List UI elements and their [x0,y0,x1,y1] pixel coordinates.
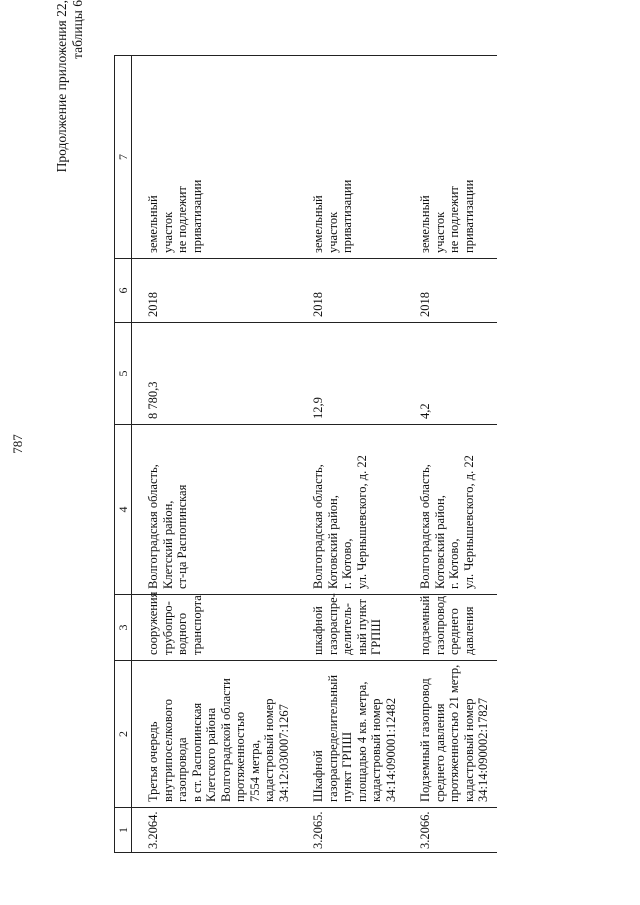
cell-address-line: ст-ца Распопинская [175,484,189,589]
cell-note-line: земельный [146,195,160,253]
cell-address [132,425,298,595]
cell-object-name-line: внутрипоселкового [160,699,175,802]
cell-number: 3.2064. [132,808,298,853]
cell-address-line: Котовский район, [325,495,340,589]
cell-object-name-line: 34:12:030007:1267 [276,704,291,802]
column-header: 4 [115,425,132,595]
continuation-line: Продолжение приложения 22, [54,0,69,173]
cell-object-type-line: транспорта [189,595,204,655]
cell-value: 8 780,3 [132,323,298,425]
cell-note-line: не подлежит [447,186,461,253]
cell-object-name [297,661,404,808]
cell-object-type-line: ГРПШ [369,619,383,655]
cell-object-name-line: кадастровый номер [262,698,276,802]
cell-object-type-line: среднего [447,608,461,655]
cell-address-line: ул. Чернышевского, д. 22 [354,455,369,589]
cell-address [404,425,497,595]
continuation-note [54,0,86,200]
table-row [297,56,404,853]
cell-object-name-line: среднего давления [432,703,447,802]
cell-note-line: земельный [311,195,325,253]
cell-object-name-line: Третья очередь [146,721,160,802]
cell-object-name-line: кадастровый номер [461,698,476,802]
cell-object-type [297,595,404,661]
table-body [132,56,497,853]
cell-object-name-line: газопровода [175,737,189,802]
cell-note-line: приватизации [340,179,354,253]
cell-number: 3.2066. [404,808,497,853]
cell-object-type-line: сооружения [146,591,160,655]
cell-address-line: Клетский район, [160,500,175,589]
cell-object-type [132,591,298,661]
cell-note-line: не подлежит [175,186,189,253]
cell-address-line: Волгоградская область, [146,464,160,589]
cell-value: 4,2 [404,323,497,425]
cell-address-line: ул. Чернышевского, д. 22 [461,455,476,589]
table-row [404,56,497,853]
cell-address-line: Волгоградская область, [418,464,432,589]
cell-address-line: Волгоградская область, [311,464,325,589]
cell-object-name-line: протяженностью [233,711,247,802]
cell-object-name-line: 34:14:090001:12482 [383,697,398,802]
cell-object-type-line: газопровод [432,595,447,655]
column-header: 2 [115,661,132,808]
cell-value: 12,9 [297,323,404,425]
cell-number: 3.2065. [297,808,404,853]
cell-year: 2018 [297,259,404,323]
cell-year: 2018 [404,259,497,323]
cell-note-line: участок [160,211,175,253]
column-header: 7 [115,56,132,259]
cell-object-name-line: Клетского района [204,707,218,802]
cell-object-name-line: 7554 метра, [247,739,262,802]
cell-object-type-line: водного [175,612,189,655]
cell-object-name [132,661,298,808]
cell-object-name-line: площадью 4 кв. метра, [354,681,369,802]
column-header: 5 [115,323,132,425]
column-header: 1 [115,808,132,853]
cell-address [297,425,404,595]
cell-object-name-line: 34:14:090002:17827 [476,697,490,802]
cell-object-type-line: подземный [418,595,432,655]
cell-address-line: г. Котово, [447,538,461,589]
cell-object-name-line: Волгоградской области [218,678,233,802]
cell-object-type-line: делитель- [340,603,354,655]
cell-object-name-line: в ст. Распопинская [189,702,204,802]
cell-note-line: земельный [418,195,432,253]
cell-address-line: Котовский район, [432,495,447,589]
cell-note-line: участок [325,211,340,253]
table-row [132,56,298,853]
column-header: 6 [115,259,132,323]
page-number: 787 [10,434,25,454]
cell-note [404,56,497,259]
cell-note-line: приватизации [189,179,204,253]
cell-note-line: приватизации [461,179,476,253]
cell-object-name-line: пункт ГРПШ [340,732,354,802]
cell-object-name-line: кадастровый номер [369,698,383,802]
cell-object-name [404,661,497,808]
cell-object-name-line: Подземный газопровод [418,678,432,802]
cell-object-type [404,595,497,661]
header-row [115,56,132,853]
column-header: 3 [115,595,132,661]
cell-object-name-line: протяженностью 21 метр, [447,664,461,802]
cell-object-type-line: шкафной [311,606,325,655]
cell-object-type-line: газораспре- [325,593,340,655]
cell-object-type-line: давления [461,606,476,655]
cell-year: 2018 [132,259,298,323]
property-table [114,55,497,853]
cell-object-name-line: Шкафной [311,750,325,802]
continuation-line: таблицы 6 [70,0,85,59]
cell-note [132,56,298,259]
cell-address-line: г. Котово, [340,538,354,589]
cell-note-line: участок [432,211,447,253]
cell-object-name-line: газораспределительный [325,674,340,802]
cell-note [297,56,404,259]
cell-object-type-line: трубопро- [160,601,175,655]
cell-object-type-line: ный пункт [354,599,369,655]
